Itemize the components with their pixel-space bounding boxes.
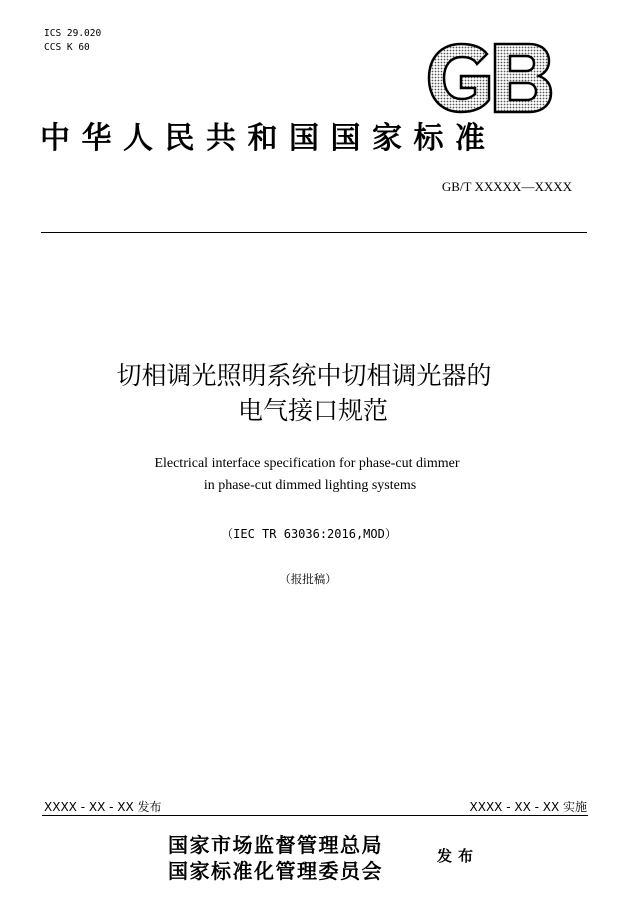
title-cn-line2: 电气接口规范: [237, 396, 388, 425]
implement-date: XXXX - XX - XX 实施: [469, 800, 587, 814]
gb-logo: [425, 40, 555, 116]
header-divider: [41, 232, 587, 233]
ccs-code: CCS K 60: [44, 42, 90, 53]
title-en-line1: Electrical interface specification for phase-cut dimmer: [154, 456, 460, 471]
adoption-note: （IEC TR 63036:2016,MOD）: [221, 527, 397, 541]
ics-code: ICS 29.020: [44, 28, 102, 39]
classification-codes: [44, 27, 101, 55]
gb-logo-graphic: [425, 40, 555, 116]
standard-number: GB/T XXXXX—XXXX: [441, 179, 572, 194]
organization-title: 中华人民共和国国家标准: [40, 121, 497, 156]
issuer-sac: 国家标准化管理委员会: [168, 859, 383, 883]
title-cn-line1: 切相调光照明系统中切相调光器的: [116, 361, 492, 390]
title-en-line2: in phase-cut dimmed lighting systems: [203, 478, 417, 493]
issuer-samr: 国家市场监督管理总局: [168, 833, 383, 857]
footer-divider: [42, 815, 588, 816]
draft-status: （报批稿）: [279, 572, 337, 586]
issue-label: 发布: [437, 847, 480, 865]
publish-date: XXXX - XX - XX 发布: [44, 800, 162, 814]
